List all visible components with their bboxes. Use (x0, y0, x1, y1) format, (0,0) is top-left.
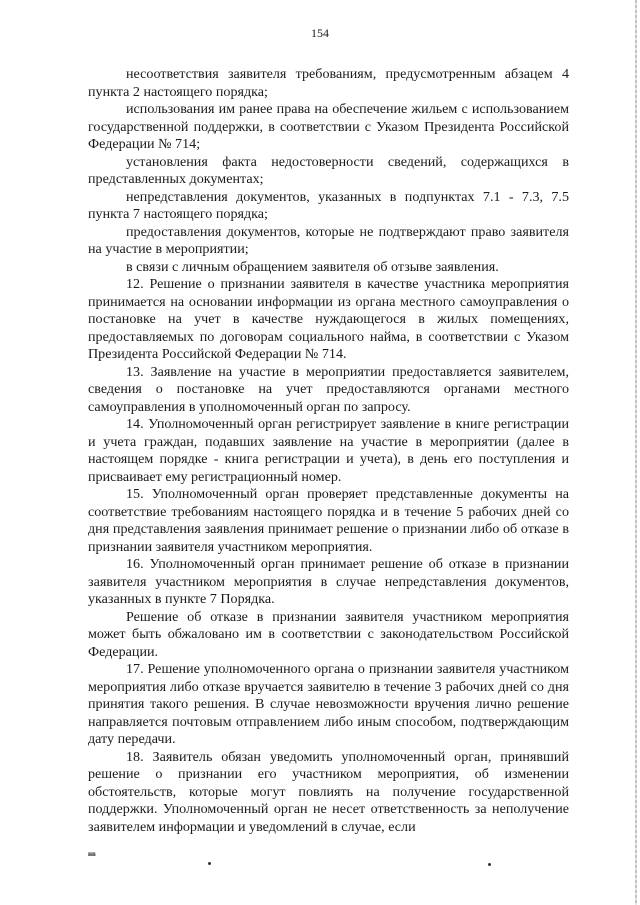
scan-edge (635, 0, 637, 905)
footer-mark: нв (88, 850, 96, 858)
paragraph-clause-18: 18. Заявитель обязан уведомить уполномоченный орган, принявший решение о признании его участником мероприятия, об изменении обстоятельств, которые могут повлиять на получение государственной поддержки. Уполномоченный орган не несет ответственность за неполучение заявителем информации и уведомлений в случае, если (88, 748, 569, 835)
page-number: 154 (311, 26, 329, 40)
paragraph: Решение об отказе в признании заявителя участником мероприятия может быть обжаловано им в соответствии с законодательством Российской Федерации. (88, 608, 569, 660)
paragraph: предоставления документов, которые не подтверждают право заявителя на участие в мероприятии; (88, 223, 569, 257)
paragraph: установления факта недостоверности сведений, содержащихся в представленных документах; (88, 153, 569, 187)
paragraph-clause-16: 16. Уполномоченный орган принимает решение об отказе в признании заявителя участником мероприятия в случае непредставления документов, указанных в пункте 7 Порядка. (88, 556, 569, 607)
paragraph: несоответствия заявителя требованиям, предусмотренным абзацем 4 пункта 2 настоящего порядка; (88, 66, 569, 100)
paragraph: в связи с личным обращением заявителя об отзыве заявления. (126, 258, 499, 275)
paragraph-clause-14: 14. Уполномоченный орган регистрирует заявление в книге регистрации и учета граждан, подавших заявление на участие в мероприятии (далее в настоящем порядке - книга регистрации и учета), в день его поступления и присваивает ему регистрационный номер. (88, 416, 569, 485)
scan-speck (208, 862, 211, 865)
document-body (88, 66, 569, 836)
paragraph-clause-13: 13. Заявление на участие в мероприятии предоставляется заявителем, сведения о постановке на учет предоставляются органами местного самоуправления в уполномоченный орган по запросу. (88, 363, 569, 415)
paragraph: использования им ранее права на обеспечение жильем с использованием государственной поддержки, в соответствии с Указом Президента Российской Федерации № 714; (88, 101, 569, 152)
paragraph: непредставления документов, указанных в подпунктах 7.1 - 7.3, 7.5 пункта 7 настоящего порядка; (88, 188, 569, 222)
paragraph-clause-12: 12. Решение о признании заявителя в качестве участника мероприятия принимается на основании информации из органа местного самоуправления о постановке на учет в качестве нуждающегося в жилых помещениях, предоставляемых по договорам социального найма, в соответствии с Указом Президента Российской Федерации № 714. (88, 276, 569, 362)
paragraph-clause-17: 17. Решение уполномоченного органа о признании заявителя участником мероприятия либо отказе вручается заявителю в течение 3 рабочих дней со дня принятия такого решения. В случае невозможности вручения лично решение направляется почтовым отправлением либо иным способом, подтверждающим дату передачи. (88, 661, 569, 747)
paragraph-clause-15: 15. Уполномоченный орган проверяет представленные документы на соответствие требованиям настоящего порядка и в течение 5 рабочих дней со дня представления заявления принимает решение о признании либо об отказе в признании заявителя участником мероприятия. (88, 486, 569, 555)
scan-speck (488, 863, 491, 866)
